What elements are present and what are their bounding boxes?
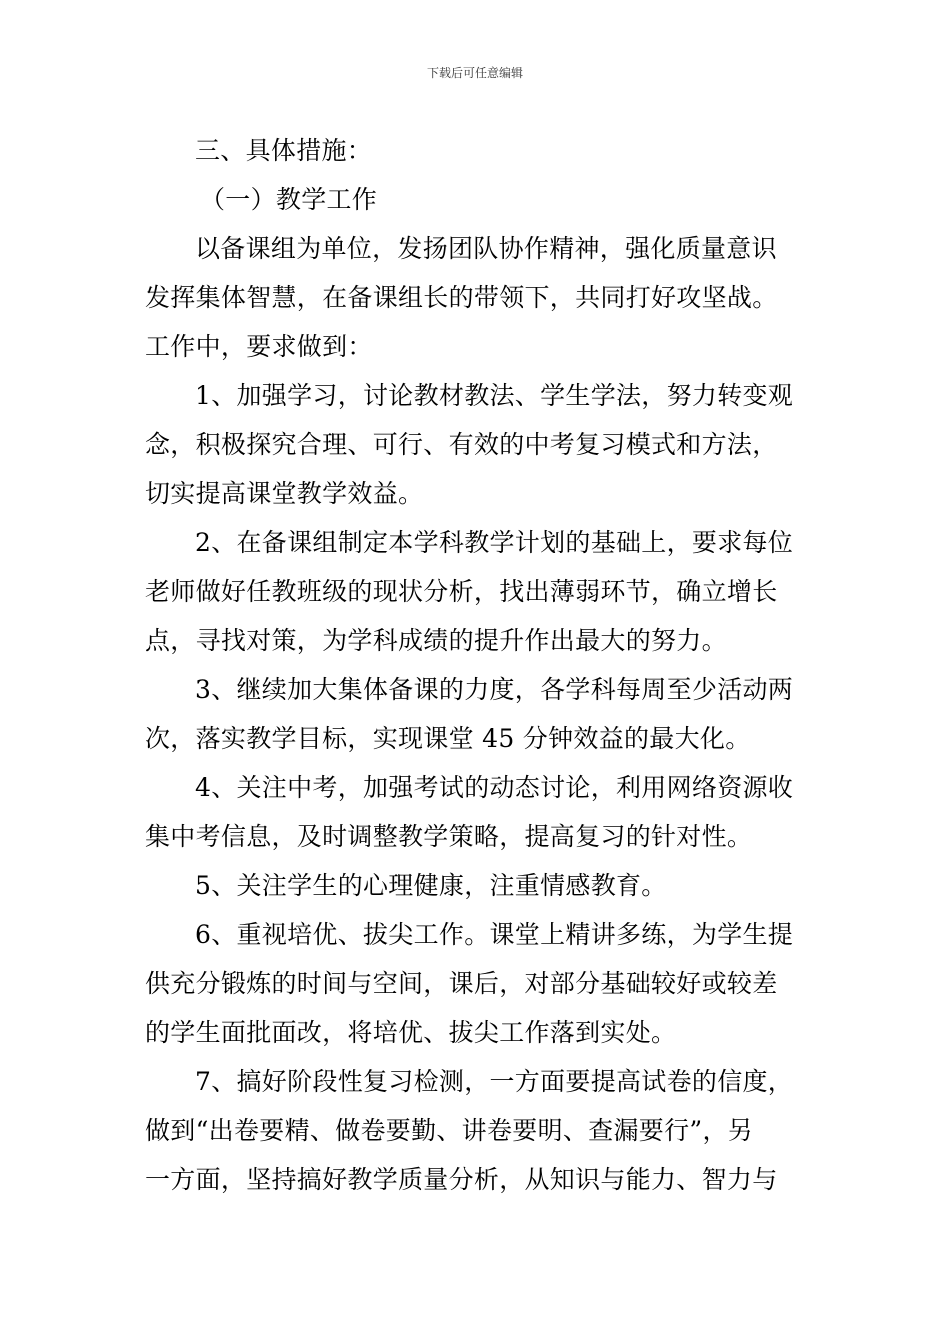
page-header-note: 下载后可任意编辑: [426, 66, 523, 80]
paragraph-line: 念，积极探究合理、可行、有效的中考复习模式和方法，: [145, 430, 778, 459]
subsection-heading: （一）教学工作: [200, 185, 378, 214]
paragraph-line: 老师做好任教班级的现状分析，找出薄弱环节，确立增长: [145, 577, 778, 606]
paragraph-line: 发挥集体智慧，在备课组长的带领下，共同打好攻坚战。: [145, 283, 778, 312]
paragraph-line: 切实提高课堂教学效益。: [145, 479, 424, 508]
paragraph-line: 2、在备课组制定本学科教学计划的基础上，要求每位: [195, 528, 794, 557]
paragraph-line: 做到“出卷要精、做卷要勤、讲卷要明、查漏要行”，另: [145, 1116, 754, 1145]
document-body: [145, 126, 809, 1204]
paragraph-line: 5、关注学生的心理健康，注重情感教育。: [195, 871, 667, 900]
paragraph-line: 点，寻找对策，为学科成绩的提升作出最大的努力。: [145, 626, 727, 655]
paragraph-line: 7、搞好阶段性复习检测，一方面要提高试卷的信度，: [195, 1067, 794, 1096]
section-heading: 三、具体措施：: [195, 136, 373, 165]
paragraph-line: 集中考信息，及时调整教学策略，提高复习的针对性。: [145, 822, 753, 851]
paragraph-line: 以备课组为单位，发扬团队协作精神，强化质量意识: [195, 234, 777, 263]
paragraph-line: 6、重视培优、拔尖工作。课堂上精讲多练，为学生提: [195, 920, 794, 949]
paragraph-line: 次，落实教学目标，实现课堂 45 分钟效益的最大化。: [145, 724, 751, 753]
paragraph-line: 1、加强学习，讨论教材教法、学生学法，努力转变观: [195, 381, 794, 410]
paragraph-line: 一方面，坚持搞好教学质量分析，从知识与能力、智力与: [145, 1165, 778, 1194]
paragraph-line: 工作中，要求做到：: [145, 332, 373, 361]
paragraph-line: 3、继续加大集体备课的力度，各学科每周至少活动两: [195, 675, 794, 704]
paragraph-line: 的学生面批面改，将培优、拔尖工作落到实处。: [145, 1018, 677, 1047]
paragraph-line: 4、关注中考，加强考试的动态讨论，利用网络资源收: [195, 773, 794, 802]
paragraph-line: 供充分锻炼的时间与空间，课后，对部分基础较好或较差: [145, 969, 778, 998]
